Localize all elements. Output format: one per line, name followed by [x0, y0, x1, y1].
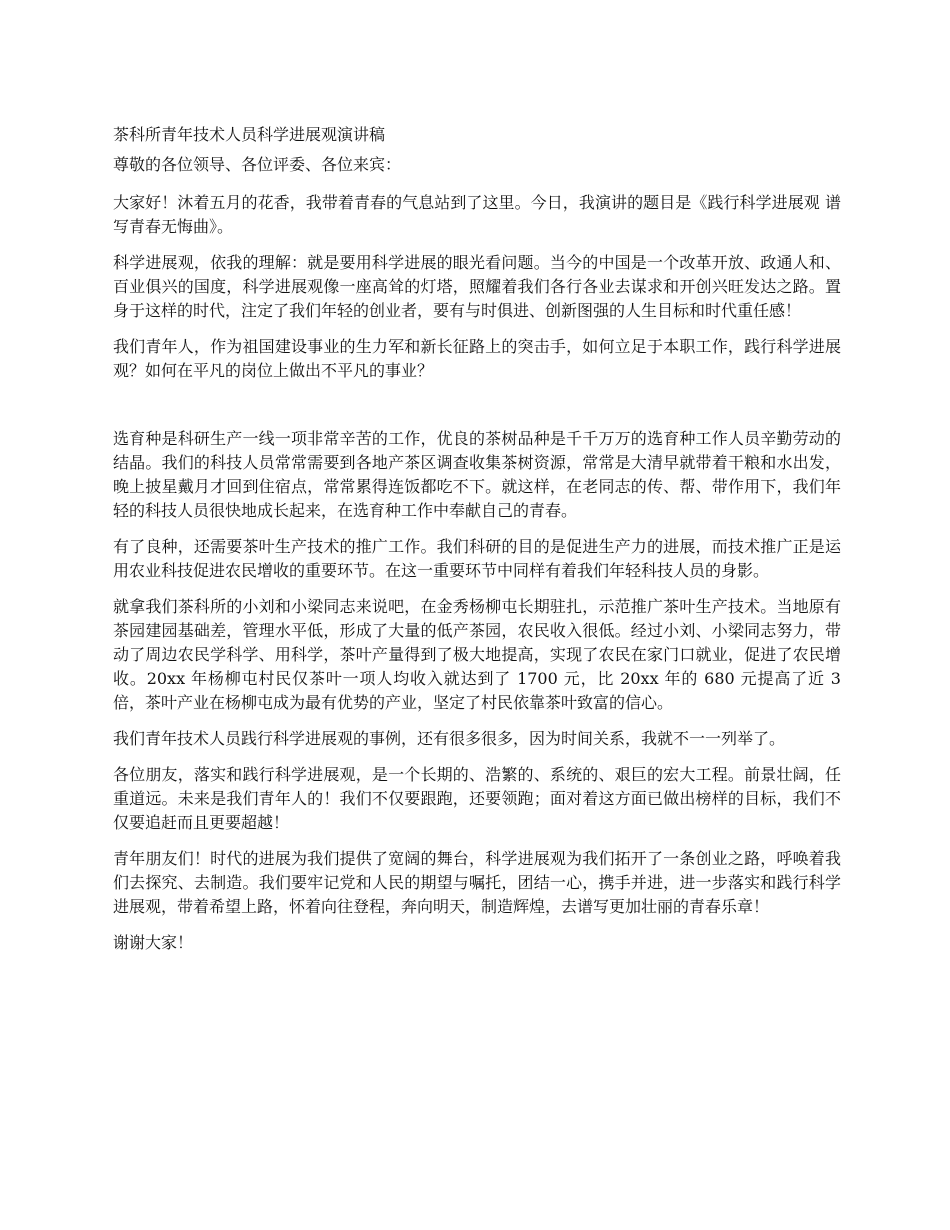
paragraph-more-examples: 我们青年技术人员践行科学进展观的事例，还有很多很多，因为时间关系，我就不一一列举了。: [113, 729, 786, 748]
paragraph-promotion: 有了良种，还需要茶叶生产技术的推广工作。我们科研的目的是促进生产力的进展，而技术推广正是运用农业科技促进农民增收的重要环节。在这一重要环节中同样有着我们年轻科技人员的身影。: [113, 537, 841, 580]
salutation: 尊敬的各位领导、各位评委、各位来宾：: [113, 155, 402, 174]
document-page: [113, 123, 841, 955]
paragraph-youth: 青年朋友们！时代的进展为我们提供了宽阔的舞台，科学进展观为我们拓开了一条创业之路，呼唤着我们去探究、去制造。我们要牢记党和人民的期望与嘱托，团结一心，携手并进，进一步落实和践行科学进展观，带着希望上路，怀着向往登程，奔向明天，制造辉煌，去谱写更加壮丽的青春乐章！: [113, 849, 841, 916]
paragraph-friends: 各位朋友，落实和践行科学进展观，是一个长期的、浩繁的、系统的、艰巨的宏大工程。前景壮阔，任重道远。未来是我们青年人的！我们不仅要跟跑，还要领跑；面对着这方面已做出榜样的目标，我们不仅要追赶而且更要超越！: [113, 765, 841, 832]
section-gap: [113, 395, 841, 427]
paragraph-intro: 大家好！沐着五月的花香，我带着青春的气息站到了这里。今日，我演讲的题目是《践行科学进展观 谱写青春无悔曲》。: [113, 193, 841, 236]
paragraph-question: 我们青年人，作为祖国建设事业的生力军和新长征路上的突击手，如何立足于本职工作，践行科学进展观？如何在平凡的岗位上做出不平凡的事业？: [113, 337, 841, 380]
paragraph-example: 就拿我们茶科所的小刘和小梁同志来说吧，在金秀杨柳屯长期驻扎，示范推广茶叶生产技术。当地原有茶园建园基础差，管理水平低，形成了大量的低产茶园，农民收入很低。经过小刘、小梁同志努力，带动了周边农民学科学、用科学，茶叶产量得到了极大地提高，实现了农民在家门口就业，促进了农民增收。20xx 年杨柳屯村民仅茶叶一项人均收入就达到了 1700 元，比 20xx 年的 680 元提高了近 3 倍，茶叶产业在杨柳屯成为最有优势的产业，坚定了村民依靠茶叶致富的信心。: [113, 597, 841, 712]
document-title: 茶科所青年技术人员科学进展观演讲稿: [113, 125, 386, 144]
paragraph-breeding: 选育种是科研生产一线一项非常辛苦的工作，优良的茶树品种是千千万万的选育种工作人员辛勤劳动的结晶。我们的科技人员常常需要到各地产茶区调查收集茶树资源，常常是大清早就带着干粮和水出发，晚上披星戴月才回到住宿点，常常累得连饭都吃不下。就这样，在老同志的传、帮、带作用下，我们年轻的科技人员很快地成长起来，在选育种工作中奉献自己的青春。: [113, 429, 841, 520]
paragraph-understanding: 科学进展观，依我的理解：就是要用科学进展的眼光看问题。当今的中国是一个改革开放、政通人和、百业俱兴的国度，科学进展观像一座高耸的灯塔，照耀着我们各行各业去谋求和开创兴旺发达之路。置身于这样的时代，注定了我们年轻的创业者，要有与时俱进、创新图强的人生目标和时代重任感！: [113, 253, 841, 320]
closing-thanks: 谢谢大家！: [113, 933, 194, 952]
